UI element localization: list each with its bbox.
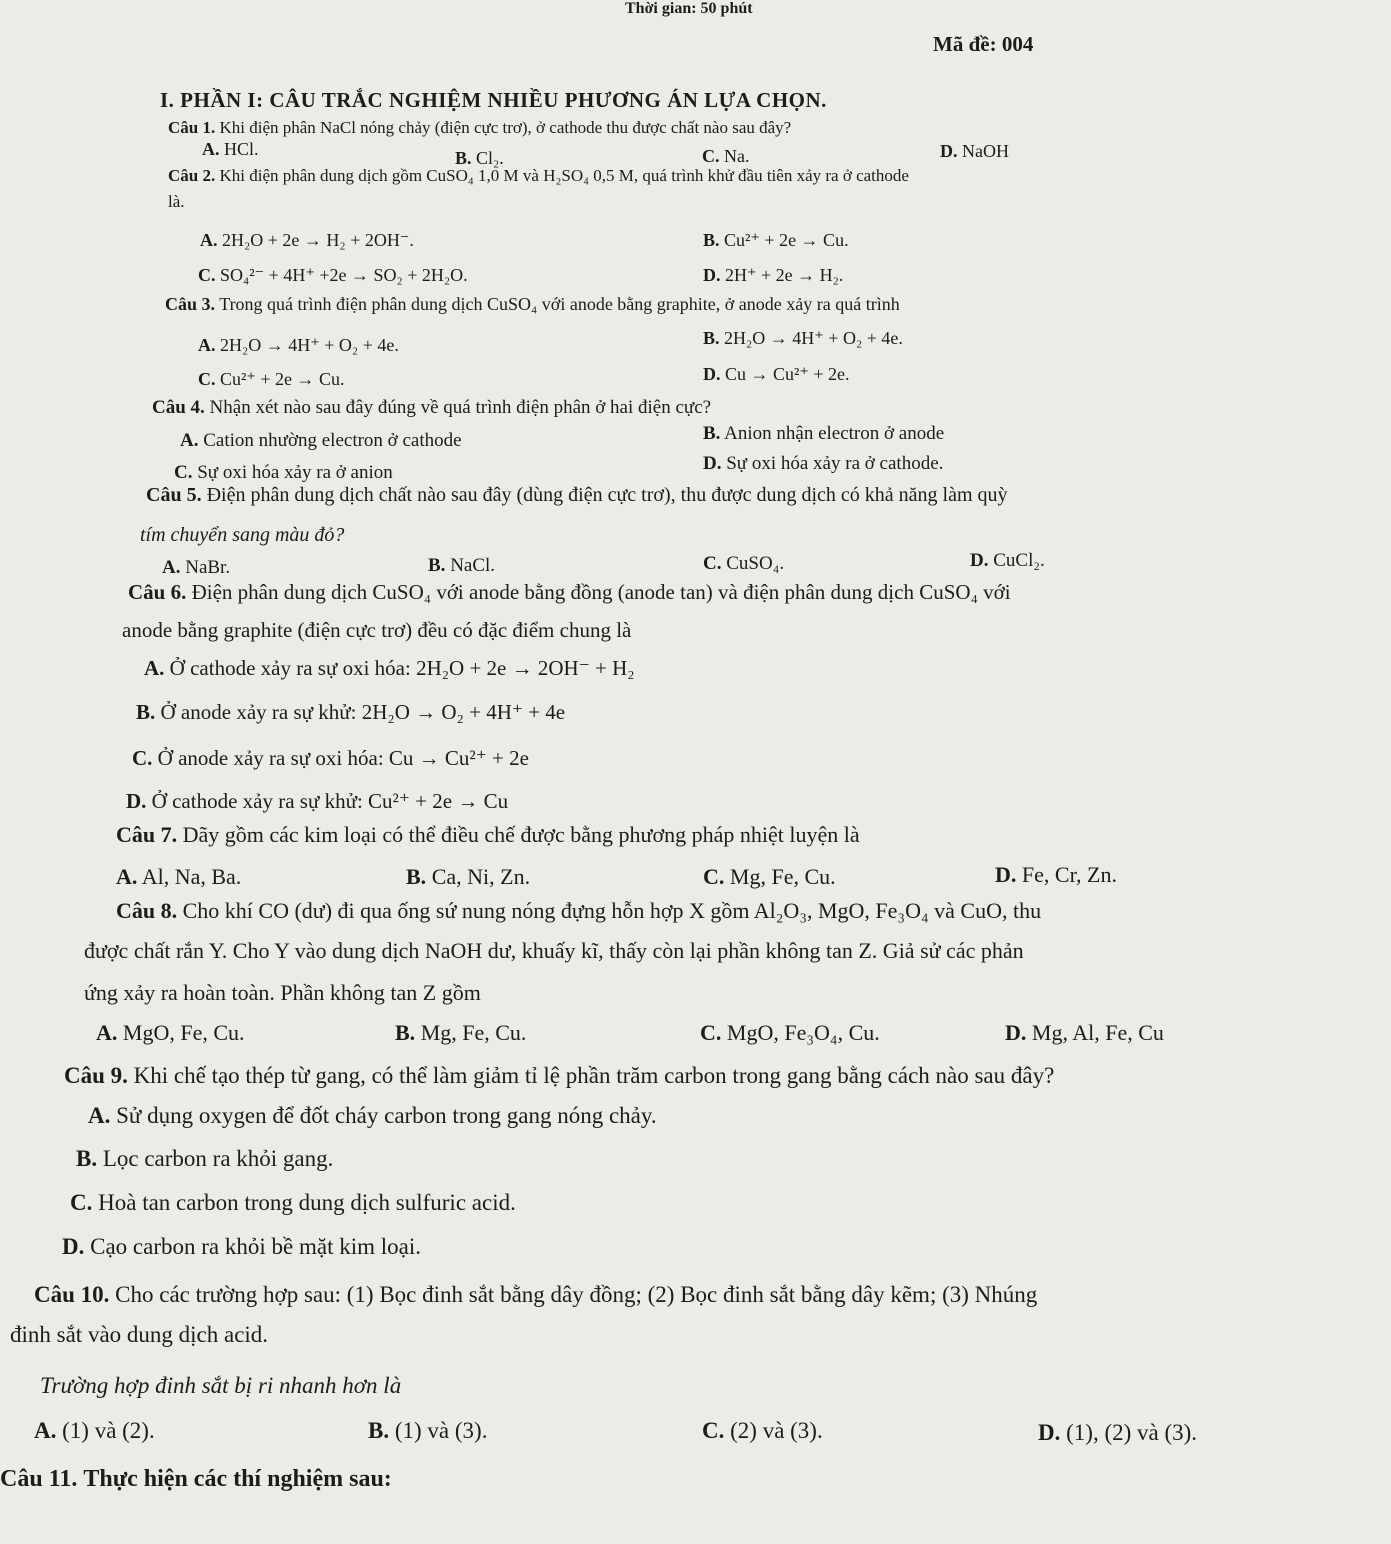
q4-option-c[interactable]: C. Sự oxi hóa xảy ra ở anion (174, 462, 393, 483)
exam-time: Thời gian: 50 phút (625, 0, 753, 17)
q7-option-c[interactable]: C. Mg, Fe, Cu. (703, 864, 836, 889)
question-3: Câu 3. Trong quá trình điện phân dung dịch CuSO₄ với anode bằng graphite, ở anode xảy ra quá trình (165, 294, 900, 314)
q4-option-b[interactable]: B. Anion nhận electron ở anode (703, 423, 945, 444)
q4-option-a[interactable]: A. Cation nhường electron ở cathode (180, 430, 462, 451)
q5-option-c[interactable]: C. CuSO₄. (703, 553, 785, 574)
q1-option-c[interactable]: C. Na. (702, 146, 750, 166)
question-10: Câu 10. Cho các trường hợp sau: (1) Bọc đinh sắt bằng dây đồng; (2) Bọc đinh sắt bằng dây kẽm; (3) Nhúng (34, 1282, 1038, 1307)
q8-option-a[interactable]: A. MgO, Fe, Cu. (96, 1020, 245, 1045)
q5-option-a[interactable]: A. NaBr. (162, 557, 231, 578)
q3-option-d[interactable]: D. Cu → Cu²⁺ + 2e. (703, 364, 850, 384)
q5-option-b[interactable]: B. NaCl. (428, 555, 496, 576)
q3-option-a[interactable]: A. 2H₂O → 4H⁺ + O₂ + 4e. (198, 335, 399, 355)
q6-option-b[interactable]: B. Ở anode xảy ra sự khử: 2H₂O → O₂ + 4H⁺ + 4e (136, 700, 566, 724)
q7-option-a[interactable]: A. Al, Na, Ba. (116, 864, 242, 889)
section-title: I. PHẦN I: CÂU TRẮC NGHIỆM NHIỀU PHƯƠNG ÁN LỰA CHỌN. (160, 88, 827, 112)
question-2-line-2: là. (168, 192, 185, 211)
q1-option-b[interactable]: B. Cl₂. (455, 148, 504, 168)
q2-option-b[interactable]: B. Cu²⁺ + 2e → Cu. (703, 230, 849, 250)
question-6-line-2: anode bằng graphite (điện cực trơ) đều có đặc điểm chung là (122, 618, 632, 642)
q10-option-d[interactable]: D. (1), (2) và (3). (1038, 1420, 1198, 1445)
q5-option-d[interactable]: D. CuCl₂. (970, 550, 1045, 571)
question-11: Câu 11. Thực hiện các thí nghiệm sau: (0, 1466, 392, 1492)
q6-option-a[interactable]: A. Ở cathode xảy ra sự oxi hóa: 2H₂O + 2e → 2OH⁻ + H₂ (144, 656, 635, 680)
q10-option-b[interactable]: B. (1) và (3). (368, 1418, 488, 1443)
q8-option-c[interactable]: C. MgO, Fe₃O₄, Cu. (700, 1020, 880, 1045)
question-4: Câu 4. Nhận xét nào sau đây đúng về quá trình điện phân ở hai điện cực? (152, 397, 712, 418)
q3-option-c[interactable]: C. Cu²⁺ + 2e → Cu. (198, 369, 345, 389)
question-8: Câu 8. Cho khí CO (dư) đi qua ống sứ nung nóng đựng hỗn hợp X gồm Al₂O₃, MgO, Fe₃O₄ và CuO, thu (116, 898, 1042, 923)
question-5-line-2: tím chuyển sang màu đỏ? (140, 524, 345, 546)
q7-option-d[interactable]: D. Fe, Cr, Zn. (995, 862, 1117, 887)
question-8-line-3: ứng xảy ra hoàn toàn. Phần không tan Z gồm (84, 980, 481, 1005)
q1-option-d[interactable]: D. NaOH (940, 141, 1009, 161)
q2-option-c[interactable]: C. SO₄²⁻ + 4H⁺ +2e → SO₂ + 2H₂O. (198, 265, 468, 285)
q6-option-c[interactable]: C. Ở anode xảy ra sự oxi hóa: Cu → Cu²⁺ + 2e (132, 746, 529, 770)
q10-option-c[interactable]: C. (2) và (3). (702, 1418, 823, 1443)
q9-option-b[interactable]: B. Lọc carbon ra khỏi gang. (76, 1146, 334, 1171)
question-8-line-2: được chất rắn Y. Cho Y vào dung dịch NaOH dư, khuấy kĩ, thấy còn lại phần không tan Z. Giả sử các phản (84, 938, 1024, 963)
question-9: Câu 9. Khi chế tạo thép từ gang, có thể làm giảm tỉ lệ phần trăm carbon trong gang bằng cách nào sau đây? (64, 1063, 1055, 1088)
q8-option-d[interactable]: D. Mg, Al, Fe, Cu (1005, 1020, 1164, 1045)
question-2: Câu 2. Khi điện phân dung dịch gồm CuSO₄ 1,0 M và H₂SO₄ 0,5 M, quá trình khử đầu tiên xảy ra ở cathode (168, 166, 909, 185)
question-10-line-3: Trường hợp đinh sắt bị ri nhanh hơn là (40, 1373, 402, 1398)
q9-option-d[interactable]: D. Cạo carbon ra khỏi bề mặt kim loại. (62, 1234, 421, 1259)
q2-option-d[interactable]: D. 2H⁺ + 2e → H₂. (703, 265, 844, 285)
q8-option-b[interactable]: B. Mg, Fe, Cu. (395, 1020, 527, 1045)
q3-option-b[interactable]: B. 2H₂O → 4H⁺ + O₂ + 4e. (703, 328, 903, 348)
q6-option-d[interactable]: D. Ở cathode xảy ra sự khử: Cu²⁺ + 2e → Cu (126, 789, 509, 813)
q9-option-a[interactable]: A. Sử dụng oxygen để đốt cháy carbon trong gang nóng chảy. (88, 1103, 657, 1128)
q4-option-d[interactable]: D. Sự oxi hóa xảy ra ở cathode. (703, 453, 944, 474)
q7-option-b[interactable]: B. Ca, Ni, Zn. (406, 864, 531, 889)
q10-option-a[interactable]: A. (1) và (2). (34, 1418, 155, 1443)
question-7: Câu 7. Dãy gồm các kim loại có thể điều chế được bằng phương pháp nhiệt luyện là (116, 822, 860, 847)
exam-code: Mã đề: 004 (933, 32, 1034, 56)
q9-option-c[interactable]: C. Hoà tan carbon trong dung dịch sulfuric acid. (70, 1190, 516, 1215)
question-1: Câu 1. Khi điện phân NaCl nóng chảy (điện cực trơ), ở cathode thu được chất nào sau đây? (168, 118, 792, 137)
question-5: Câu 5. Điện phân dung dịch chất nào sau đây (dùng điện cực trơ), thu được dung dịch có khả năng làm quỳ (146, 484, 1008, 506)
q2-option-a[interactable]: A. 2H₂O + 2e → H₂ + 2OH⁻. (200, 230, 414, 250)
question-10-line-2: đinh sắt vào dung dịch acid. (10, 1322, 269, 1347)
question-6: Câu 6. Điện phân dung dịch CuSO₄ với anode bằng đồng (anode tan) và điện phân dung dịch CuSO₄ với (128, 580, 1011, 604)
q1-option-a[interactable]: A. HCl. (202, 139, 259, 159)
